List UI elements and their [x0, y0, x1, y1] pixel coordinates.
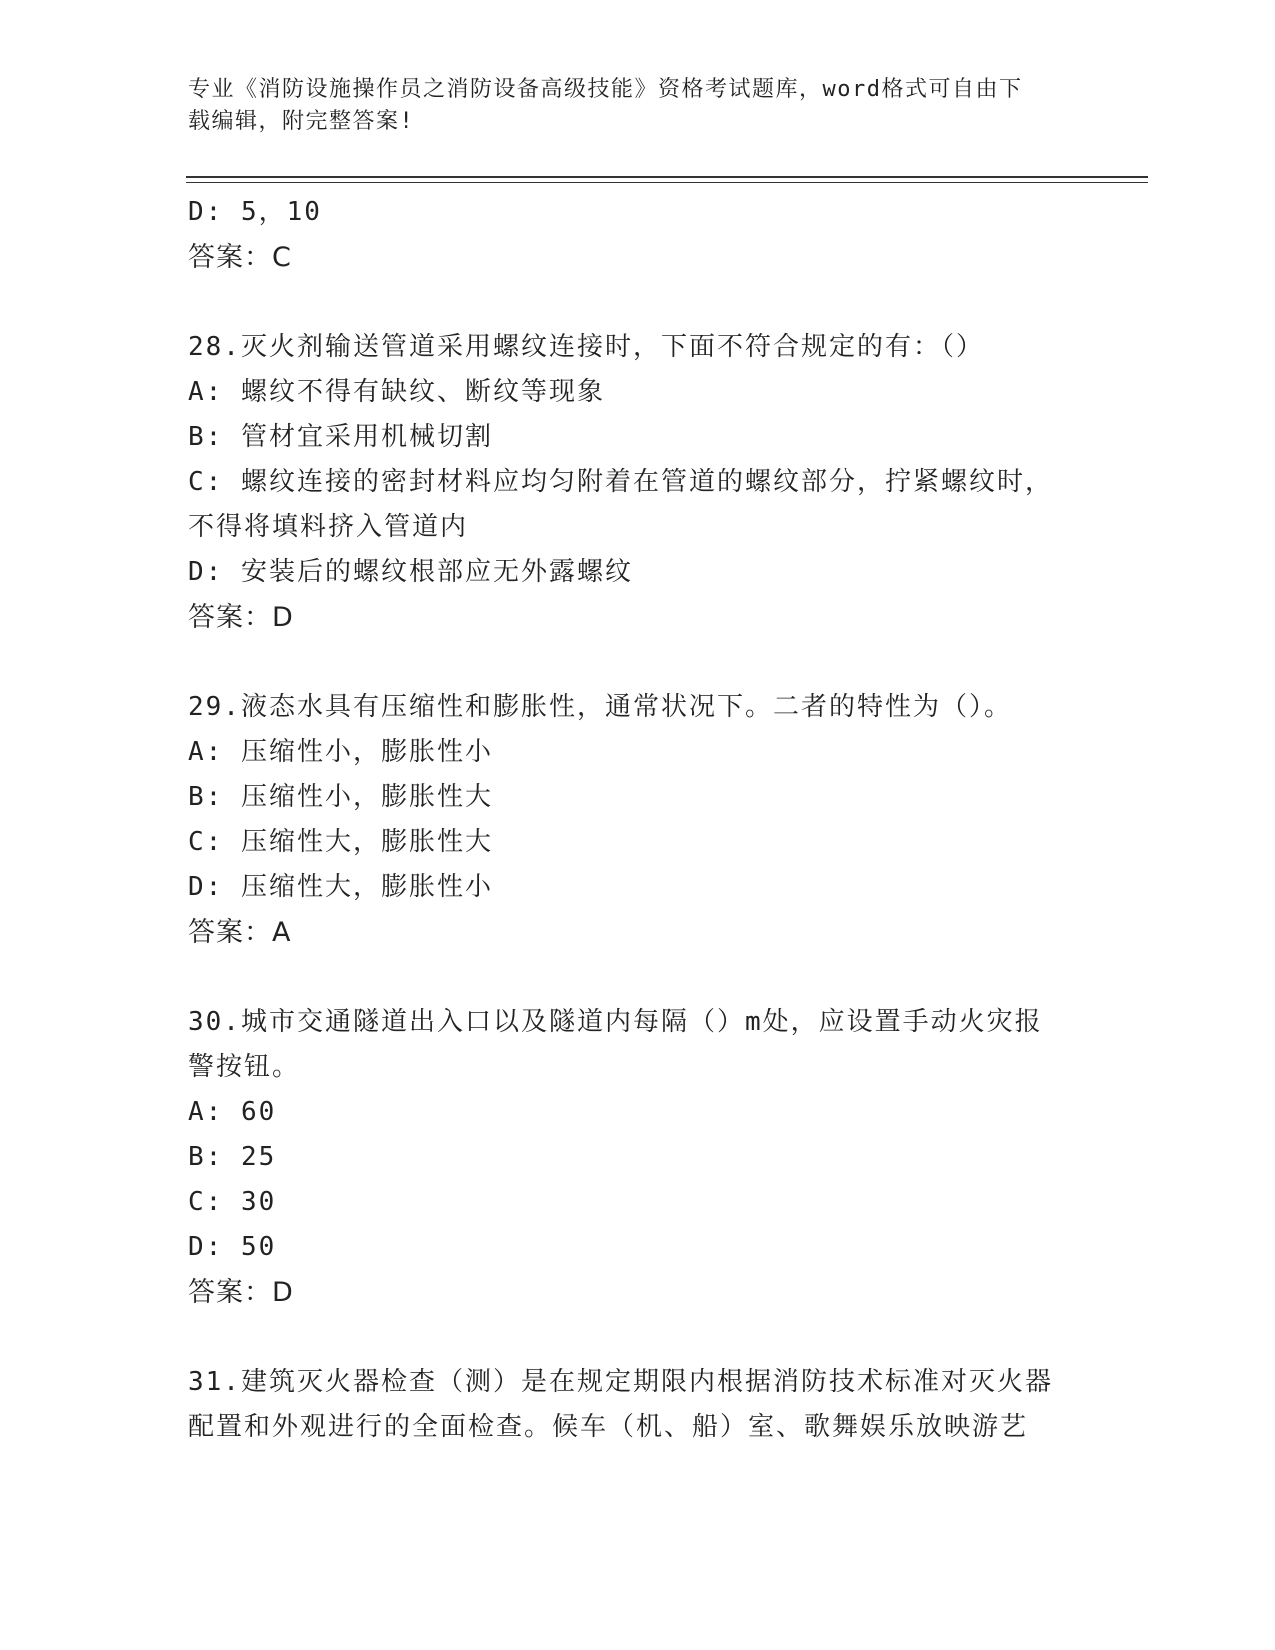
spacer: [188, 955, 1078, 1000]
header-line-2: 载编辑，附完整答案!: [188, 109, 415, 134]
answer: 答案：A: [188, 917, 292, 948]
option-d: D: 50: [188, 1232, 277, 1262]
option-a: A: 螺纹不得有缺纹、断纹等现象: [188, 377, 605, 407]
option-b: B: 25: [188, 1142, 277, 1172]
option-c: C: 螺纹连接的密封材料应均匀附着在管道的螺纹部分，拧紧螺纹时，: [188, 467, 1053, 497]
header-divider-thick: [186, 176, 1148, 178]
option-b: B: 管材宜采用机械切割: [188, 422, 493, 452]
spacer: [188, 280, 1078, 325]
option-c-continued: 不得将填料挤入管道内: [188, 512, 469, 542]
option-a: A: 压缩性小，膨胀性小: [188, 737, 493, 767]
option-b: B: 压缩性小，膨胀性大: [188, 782, 493, 812]
option-d: D: 压缩性大，膨胀性小: [188, 872, 493, 902]
answer: 答案：D: [188, 1277, 294, 1308]
option-c: C: 压缩性大，膨胀性大: [188, 827, 493, 857]
prev-answer: 答案：C: [188, 242, 292, 273]
question-31: [188, 1360, 1078, 1450]
question-stem-line-2: 配置和外观进行的全面检查。候车（机、船）室、歌舞娱乐放映游艺: [188, 1412, 1029, 1442]
answer: 答案：D: [188, 602, 294, 633]
question-stem-line-2: 警按钮。: [188, 1052, 301, 1082]
question-stem: 28.灭火剂输送管道采用螺纹连接时，下面不符合规定的有：（）: [188, 332, 984, 362]
question-stem-line-1: 30.城市交通隧道出入口以及隧道内每隔（）m处，应设置手动火灾报: [188, 1007, 1043, 1037]
option-a: A: 60: [188, 1097, 277, 1127]
question-30: [188, 1000, 1078, 1315]
option-c: C: 30: [188, 1187, 277, 1217]
header-divider-thin: [186, 182, 1148, 183]
question-stem-line-1: 31.建筑灭火器检查（测）是在规定期限内根据消防技术标准对灭火器: [188, 1367, 1053, 1397]
question-29: [188, 685, 1078, 955]
spacer: [188, 1315, 1078, 1360]
question-28: [188, 325, 1078, 640]
option-d: D: 安装后的螺纹根部应无外露螺纹: [188, 557, 633, 587]
header-line-1: 专业《消防设施操作员之消防设备高级技能》资格考试题库，word格式可自由下: [188, 77, 1023, 102]
prev-option-d: D: 5，10: [188, 197, 322, 227]
spacer: [188, 640, 1078, 685]
document-header: [188, 74, 1068, 138]
question-stem: 29.液态水具有压缩性和膨胀性，通常状况下。二者的特性为（）。: [188, 692, 1012, 722]
question-content: [188, 190, 1078, 1450]
